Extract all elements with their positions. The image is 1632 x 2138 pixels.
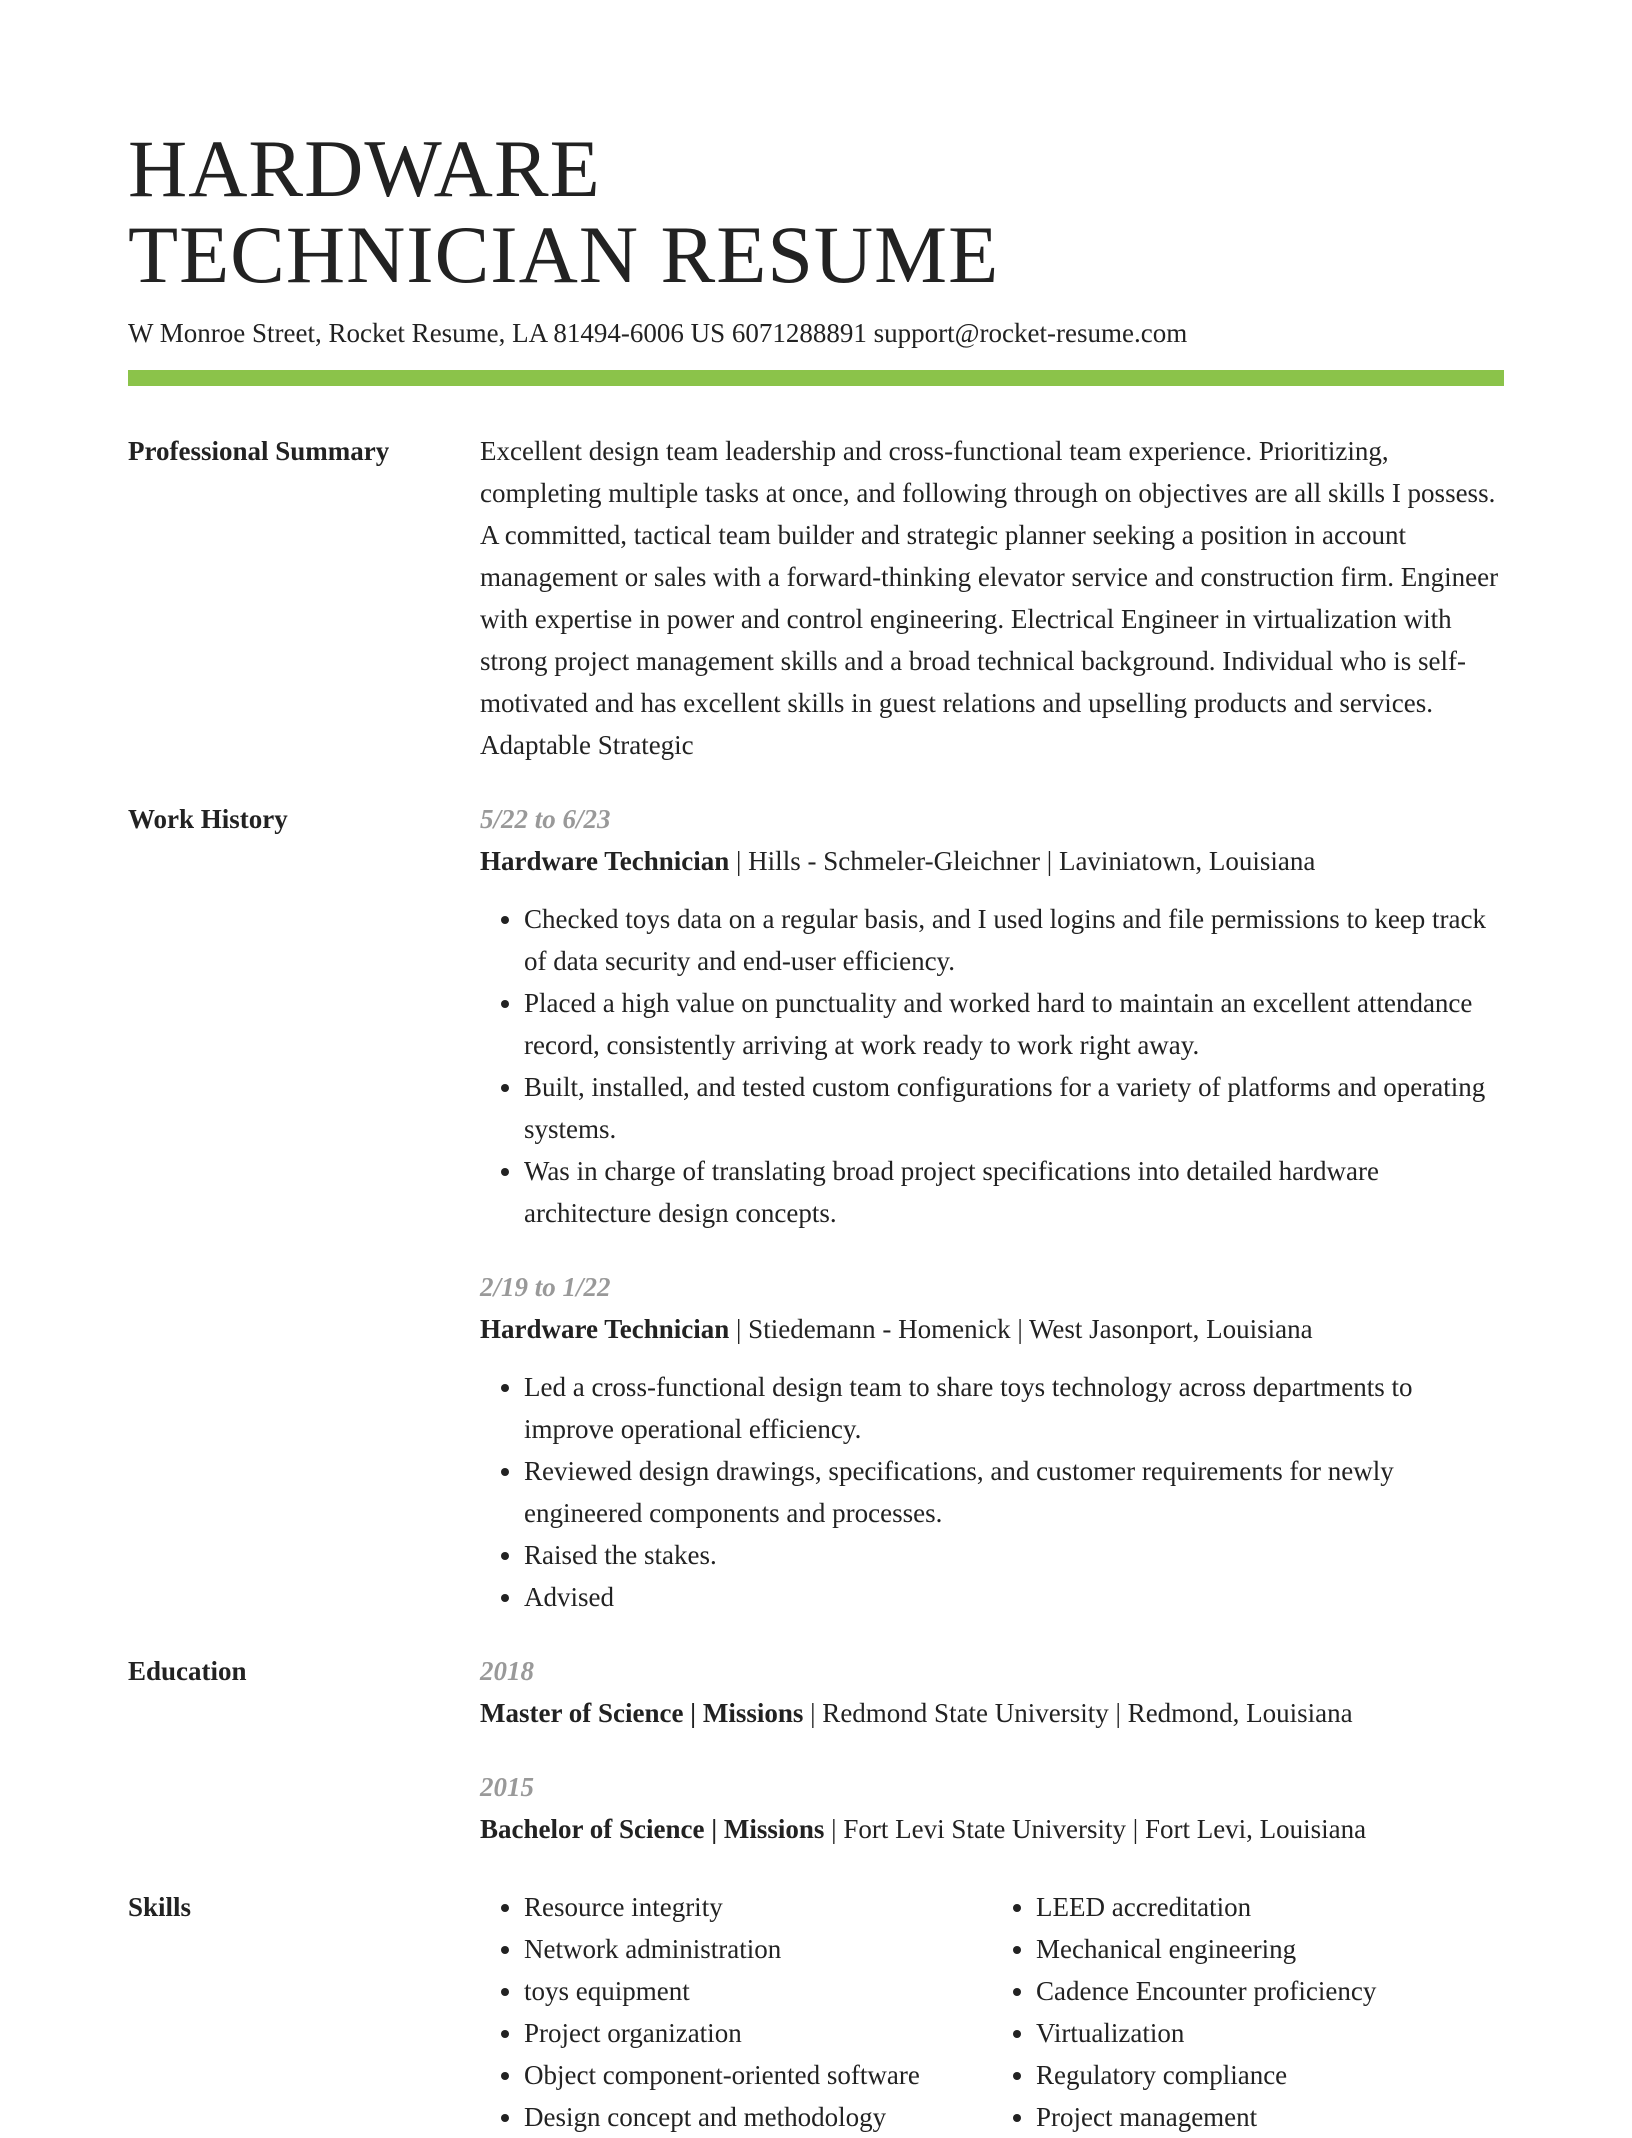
skills-column-1 (480, 1886, 992, 2138)
list-item: • Raised the stakes. (524, 1534, 1504, 1576)
education-year: 2018 (480, 1656, 534, 1686)
list-item: • Project organization (524, 2012, 992, 2054)
list-item: • Project management (1036, 2096, 1504, 2138)
list-item: • Was in charge of translating broad project specifications into detailed hardware architecture design concepts. (524, 1150, 1504, 1234)
education-content (480, 1650, 1504, 1882)
title-line-2: TECHNICIAN RESUME (128, 209, 1000, 300)
education-degree-line (480, 1808, 1504, 1850)
job-details: | Stiedemann - Homenick | West Jasonport, Louisiana (729, 1314, 1313, 1344)
list-item: • Led a cross-functional design team to share toys technology across departments to improve operational efficiency. (524, 1366, 1504, 1450)
work-history-content (480, 798, 1504, 1650)
list-item: • Network administration (524, 1928, 992, 1970)
list-item: • LEED accreditation (1036, 1886, 1504, 1928)
job-bullets (480, 1366, 1504, 1618)
summary-label: Professional Summary (128, 436, 390, 466)
list-item: • Reviewed design drawings, specifications, and customer requirements for newly engineered components and processes. (524, 1450, 1504, 1534)
list-item: • Resource integrity (524, 1886, 992, 1928)
list-item: • Built, installed, and tested custom configurations for a variety of platforms and operating systems. (524, 1066, 1504, 1150)
job-date: 5/22 to 6/23 (480, 804, 611, 834)
list-item: • Virtualization (1036, 2012, 1504, 2054)
list-item: • Cadence Encounter proficiency (1036, 1970, 1504, 2012)
job-title: Hardware Technician (480, 1314, 730, 1344)
list-item: • Object component-oriented software (524, 2054, 992, 2096)
job-title: Hardware Technician (480, 846, 730, 876)
list-item: • Regulatory compliance (1036, 2054, 1504, 2096)
work-history-label: Work History (128, 804, 288, 834)
education-label: Education (128, 1656, 247, 1686)
job-bullets (480, 898, 1504, 1234)
job-role (480, 1308, 1504, 1350)
list-item: • Advised (524, 1576, 1504, 1618)
list-item: • Design concept and methodology (524, 2096, 992, 2138)
list-item: • Checked toys data on a regular basis, and I used logins and file permissions to keep track of data security and end-user efficiency. (524, 898, 1504, 982)
education-entry (480, 1650, 1504, 1734)
list-item: • Mechanical engineering (1036, 1928, 1504, 1970)
education-degree: Bachelor of Science | Missions (480, 1814, 825, 1844)
contact-info: W Monroe Street, Rocket Resume, LA 81494-6006 US 6071288891 support@rocket-resume.com (128, 318, 1188, 348)
job-details: | Hills - Schmeler-Gleichner | Laviniatown, Louisiana (729, 846, 1316, 876)
list-item: • Placed a high value on punctuality and worked hard to maintain an excellent attendance record, consistently arriving at work ready to work right away. (524, 982, 1504, 1066)
title-line-1: HARDWARE (128, 123, 601, 214)
education-details: | Redmond State University | Redmond, Louisiana (803, 1698, 1353, 1728)
summary-text: Excellent design team leadership and cross-functional team experience. Prioritizing, completing multiple tasks at once, and following through on objectives are all skills I possess. A committed, tactical team builder and strategic planner seeking a position in account management or sales with a forward-thinking elevator service and construction firm. Engineer with expertise in power and control engineering. Electrical Engineer in virtualization with strong project management skills and a broad technical background. Individual who is self-motivated and has excellent skills in guest relations and upselling products and services. Adaptable Strategic (480, 436, 1499, 760)
education-details: | Fort Levi State University | Fort Levi, Louisiana (824, 1814, 1367, 1844)
resume-title (128, 123, 1000, 300)
education-degree: Master of Science | Missions (480, 1698, 804, 1728)
skills-content (480, 1886, 1504, 2138)
list-item: • toys equipment (524, 1970, 992, 2012)
skills-columns (480, 1886, 1504, 2138)
accent-divider (128, 370, 1504, 386)
education-entry (480, 1766, 1504, 1850)
education-degree-line (480, 1692, 1504, 1734)
job-role (480, 840, 1504, 882)
job-date: 2/19 to 1/22 (480, 1272, 611, 1302)
skills-label: Skills (128, 1892, 192, 1922)
education-year: 2015 (480, 1772, 534, 1802)
job-entry (480, 798, 1504, 1234)
job-entry (480, 1266, 1504, 1618)
skills-column-2 (992, 1886, 1504, 2138)
